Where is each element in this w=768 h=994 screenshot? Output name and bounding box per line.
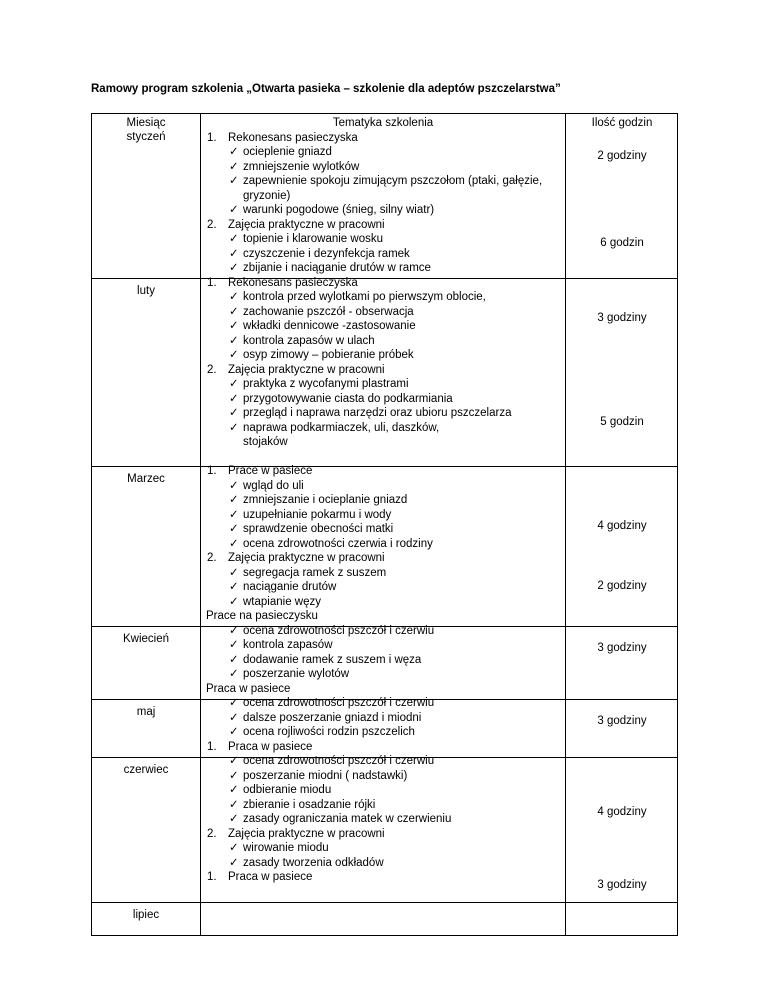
numbered-section: [201, 870, 565, 885]
checklist-item-text: poszerzanie wylotów: [243, 668, 350, 680]
checklist-item-text: wirowanie miodu: [243, 842, 329, 854]
checklist-item: [201, 537, 565, 552]
numbered-section: [201, 551, 565, 566]
checkmark-icon: ✓: [229, 421, 239, 434]
section-number: 1.: [207, 740, 217, 753]
checklist-item-text: przygotowywanie ciasta do podkarmiania: [243, 392, 453, 405]
hours-value: 3 godziny: [597, 715, 647, 727]
checklist-item: [201, 247, 565, 262]
checklist-item-text: warunki pogodowe (śnieg, silny wiatr): [243, 204, 435, 216]
month-kwiecien: Kwiecień: [122, 633, 170, 645]
checklist-item: [201, 203, 565, 218]
checklist-item-text: ocena zdrowotności czerwia i rodziny: [243, 537, 433, 550]
checklist-item: [201, 696, 565, 711]
checklist-item-continuation: stojaków: [243, 436, 288, 448]
checkmark-icon: ✓: [229, 291, 239, 303]
checkmark-icon: ✓: [229, 784, 239, 796]
checklist-item: [201, 812, 565, 827]
checklist-item-text: przegląd i naprawa narzędzi oraz ubioru pszczelarza: [243, 407, 512, 419]
checklist-item-text: segregacja ramek z suszem: [243, 566, 387, 579]
checklist-item-text: zasady ograniczania matek w czerwieniu: [243, 813, 452, 825]
section-number: 2.: [207, 218, 217, 231]
checkmark-icon: ✓: [229, 349, 239, 361]
checklist-item: [201, 305, 565, 320]
checkmark-icon: ✓: [229, 581, 239, 593]
topics-column: [201, 116, 565, 885]
document-title: Ramowy program szkolenia „Otwarta pasieka – szkolenie dla adeptów pszczelarstwa”: [91, 83, 561, 95]
checklist-item: [201, 595, 565, 610]
checklist-item: [201, 783, 565, 798]
row-divider: [92, 902, 677, 903]
hours-value: 6 godzin: [600, 237, 644, 249]
checkmark-icon: ✓: [229, 624, 239, 637]
checkmark-icon: ✓: [229, 856, 239, 869]
month-luty: luty: [137, 285, 155, 297]
checklist-item: [201, 522, 565, 537]
checklist-item: [201, 334, 565, 349]
checklist-item-text: zmniejszanie i ocieplanie gniazd: [243, 494, 408, 506]
section-number: 2.: [207, 552, 217, 564]
checklist-item: [201, 145, 565, 160]
checklist-item-text: praktyka z wycofanymi plastrami: [243, 378, 409, 390]
section-title: Zajęcia praktyczne w pracowni: [228, 218, 385, 231]
checkmark-icon: ✓: [229, 247, 239, 260]
numbered-section: [201, 827, 565, 842]
checkmark-icon: ✓: [229, 146, 239, 158]
section-title: Zajęcia praktyczne w pracowni: [228, 552, 385, 564]
checklist-item: [201, 421, 565, 436]
checkmark-icon: ✓: [229, 233, 239, 245]
checklist-item-text: uzupełnianie pokarmu i wody: [243, 508, 392, 521]
checklist-item: [201, 377, 565, 392]
checkmark-icon: ✓: [229, 842, 239, 854]
checkmark-icon: ✓: [229, 697, 239, 709]
checklist-item: [201, 261, 565, 276]
hours-value: 2 godziny: [597, 580, 647, 592]
checkmark-icon: ✓: [229, 305, 239, 318]
checkmark-icon: ✓: [229, 668, 239, 680]
checklist-item-text: dalsze poszerzanie gniazd i miodni: [243, 711, 422, 724]
month-czerwiec: czerwiec: [123, 764, 169, 776]
checkmark-icon: ✓: [229, 320, 239, 332]
section-title: Prace na pasieczysku: [206, 610, 318, 622]
checkmark-icon: ✓: [229, 769, 239, 782]
checklist-item-text: wkładki dennicowe -zastosowanie: [243, 320, 416, 332]
checklist-item-text: ocena zdrowotności pszczół i czerwiu: [243, 755, 435, 767]
spacer-line: [201, 450, 565, 465]
month-maj: maj: [136, 706, 156, 718]
checklist-item: [201, 653, 565, 668]
checklist-item: [201, 566, 565, 581]
checklist-item-text: topienie i klarowanie wosku: [243, 233, 383, 245]
checklist-item: [201, 290, 565, 305]
hours-value: 3 godziny: [597, 642, 647, 654]
month-lipiec: lipiec: [132, 909, 160, 921]
checklist-item-text: dodawanie ramek z suszem i węza: [243, 653, 422, 666]
checklist-item-text: ocena zdrowotności pszczół i czerwiu: [243, 624, 435, 637]
topic-lines: [201, 131, 565, 885]
section-number: 1.: [207, 465, 217, 477]
section-title: Praca w pasiece: [228, 871, 313, 883]
checklist-item: [201, 348, 565, 363]
checkmark-icon: ✓: [229, 262, 239, 274]
checklist-item: [201, 319, 565, 334]
checkmark-icon: ✓: [229, 755, 239, 767]
checklist-item-text: kontrola zapasów: [243, 639, 333, 651]
checkmark-icon: ✓: [229, 479, 239, 492]
section-number: 2.: [207, 363, 217, 376]
month-styczen: styczeń: [126, 131, 166, 143]
section-number: 1.: [207, 276, 217, 289]
checkmark-icon: ✓: [229, 204, 239, 216]
section-title: Praca w pasiece: [228, 740, 313, 753]
checkmark-icon: ✓: [229, 537, 239, 550]
checklist-item: [201, 160, 565, 175]
checklist-item: [201, 174, 565, 189]
checklist-item: [201, 479, 565, 494]
checkmark-icon: ✓: [229, 813, 239, 825]
checkmark-icon: ✓: [229, 175, 239, 187]
checkmark-icon: ✓: [229, 334, 239, 347]
checklist-item-text: zasady tworzenia odkładów: [243, 856, 384, 869]
checklist-item-text: zmniejszenie wylotków: [243, 160, 360, 173]
checklist-item: [201, 493, 565, 508]
numbered-section: [201, 740, 565, 755]
checkmark-icon: ✓: [229, 392, 239, 405]
checkmark-icon: ✓: [229, 566, 239, 579]
month-marzec: Marzec: [127, 473, 165, 485]
checkmark-icon: ✓: [229, 523, 239, 535]
checklist-item: [201, 711, 565, 726]
checklist-item-text: kontrola przed wylotkami po pierwszym oblocie,: [243, 291, 486, 303]
checklist-item-text: poszerzanie miodni ( nadstawki): [243, 769, 408, 782]
numbered-section: [201, 276, 565, 291]
checkmark-icon: ✓: [229, 508, 239, 521]
checklist-item-text: wtapianie węzy: [243, 595, 321, 608]
checklist-item: [201, 392, 565, 407]
checklist-item-text: ocena zdrowotności pszczół i czerwiu: [243, 697, 435, 709]
checkmark-icon: ✓: [229, 639, 239, 651]
header-month-label: Miesiąc: [126, 117, 166, 129]
checkmark-icon: ✓: [229, 798, 239, 811]
checklist-item: [201, 856, 565, 871]
hours-value: 3 godziny: [597, 879, 647, 891]
checklist-item: [201, 624, 565, 639]
checkmark-icon: ✓: [229, 595, 239, 608]
checklist-item: [201, 798, 565, 813]
checklist-item: [201, 725, 565, 740]
checklist-item-text: kontrola zapasów w ulach: [243, 334, 375, 347]
section-number: 1.: [207, 131, 217, 144]
checklist-item-text: zbieranie i osadzanie rójki: [243, 798, 376, 811]
hours-value: 4 godziny: [597, 806, 647, 818]
section-title: Prace w pasiece: [228, 465, 313, 477]
numbered-section: [201, 464, 565, 479]
header-hours-label: Ilość godzin: [591, 117, 653, 129]
numbered-section: [201, 363, 565, 378]
checklist-item-text: odbieranie miodu: [243, 784, 332, 796]
section-number: 2.: [207, 827, 217, 840]
checklist-item-text: ocena rojliwości rodzin pszczelich: [243, 726, 415, 738]
checkmark-icon: ✓: [229, 494, 239, 506]
hours-value: 5 godzin: [600, 416, 644, 428]
section-title: Zajęcia praktyczne w pracowni: [228, 363, 385, 376]
numbered-section: [201, 218, 565, 233]
section-title: Rekonesans pasieczyska: [228, 276, 358, 289]
section-number: 1.: [207, 871, 217, 883]
checklist-item: [201, 508, 565, 523]
hours-value: 3 godziny: [597, 312, 647, 324]
checklist-item-text: zbijanie i naciąganie drutów w ramce: [243, 262, 431, 274]
checklist-item-text: wgląd do uli: [243, 479, 304, 492]
checklist-item-text: naciąganie drutów: [243, 581, 337, 593]
checklist-item: [201, 769, 565, 784]
checkmark-icon: ✓: [229, 407, 239, 419]
checklist-item: [201, 754, 565, 769]
checkmark-icon: ✓: [229, 160, 239, 173]
checklist-item-text: ocieplenie gniazd: [243, 146, 332, 158]
checklist-item: [201, 638, 565, 653]
checklist-item-text: zachowanie pszczół - obserwacja: [243, 305, 414, 318]
checklist-item-text: osyp zimowy – pobieranie próbek: [243, 349, 414, 361]
checklist-item: [201, 667, 565, 682]
hours-value: 4 godziny: [597, 520, 647, 532]
checklist-item: [201, 580, 565, 595]
checklist-item-text: czyszczenie i dezynfekcja ramek: [243, 247, 410, 260]
training-program-table: [91, 113, 678, 936]
header-topics-label: Tematyka szkolenia: [332, 117, 434, 129]
checklist-item-text: zapewnienie spokoju zimującym pszczołom (ptaki, gałęzie,: [243, 175, 543, 187]
numbered-section: [201, 131, 565, 146]
checkmark-icon: ✓: [229, 726, 239, 738]
checklist-item: [201, 232, 565, 247]
checklist-item: [201, 841, 565, 856]
section-title: Zajęcia praktyczne w pracowni: [228, 827, 385, 840]
checkmark-icon: ✓: [229, 711, 239, 724]
hours-value: 2 godziny: [597, 150, 647, 162]
section-title: Rekonesans pasieczyska: [228, 131, 358, 144]
checklist-item-continuation: gryzonie): [243, 189, 291, 202]
section-title: Praca w pasiece: [206, 682, 291, 695]
checkmark-icon: ✓: [229, 653, 239, 666]
checklist-item-text: sprawdzenie obecności matki: [243, 523, 394, 535]
checklist-item-text: naprawa podkarmiaczek, uli, daszków,: [243, 421, 440, 434]
checkmark-icon: ✓: [229, 378, 239, 390]
checklist-item: [201, 406, 565, 421]
